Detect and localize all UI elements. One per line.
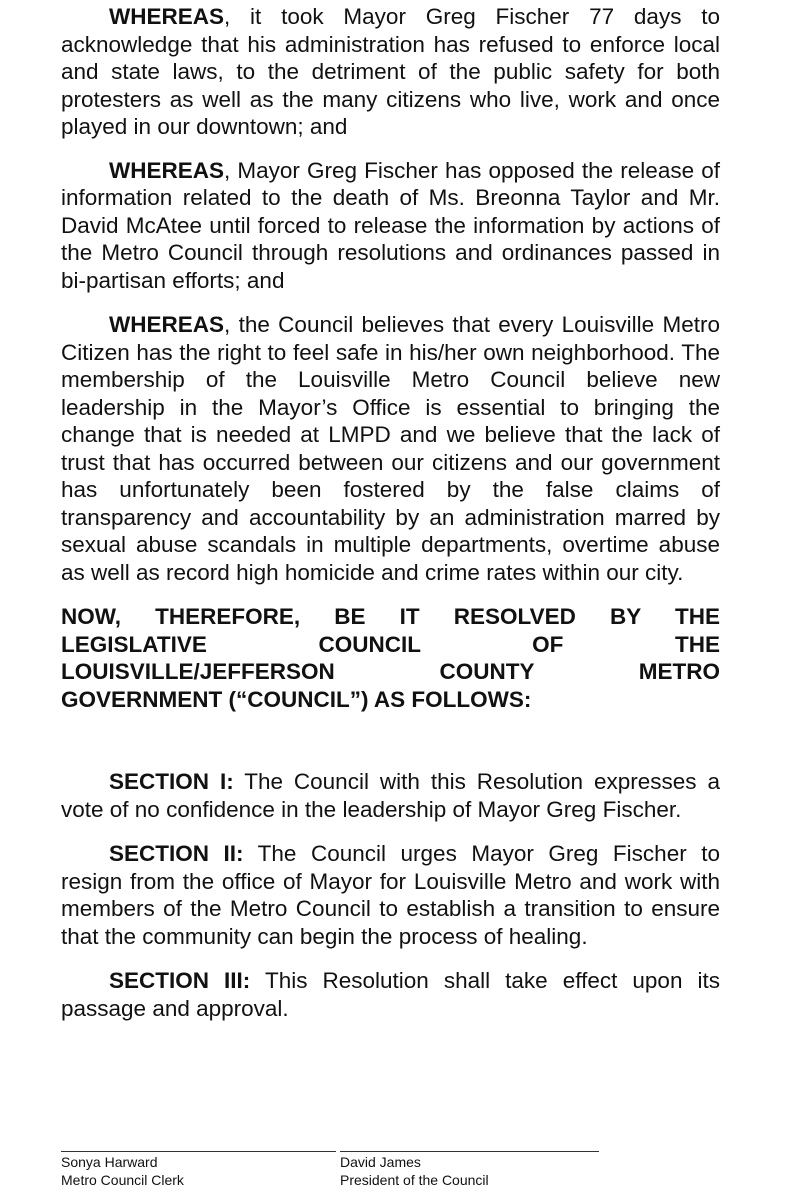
section-3 — [61, 967, 720, 1022]
whereas-paragraph-1 — [61, 3, 720, 141]
signer-title: President of the Council — [340, 1172, 489, 1188]
whereas-lead: WHEREAS — [109, 312, 225, 337]
section-text: This Resolution shall take effect upon its passage and approval. — [61, 968, 721, 1021]
section-lead: SECTION III: — [109, 968, 251, 993]
signature-block-president — [340, 1153, 489, 1189]
signature-area — [61, 1147, 601, 1197]
signature-line-president — [340, 1151, 599, 1152]
resolved-line-2: LEGISLATIVE COUNCIL OF THE — [61, 631, 720, 657]
document-body — [61, 0, 720, 1022]
signature-line-clerk — [61, 1151, 336, 1152]
section-text: The Council urges Mayor Greg Fischer to resign from the office of Mayor for Louisville Metro and work with members of the Metro Council to establish a transition to ensure that the community can begin the process of healing. — [61, 841, 720, 949]
signer-title: Metro Council Clerk — [61, 1172, 184, 1188]
resolved-line-3: LOUISVILLE/JEFFERSON COUNTY METRO — [61, 659, 720, 684]
whereas-lead: WHEREAS — [109, 157, 225, 183]
whereas-text: , the Council believes that every Louisville Metro Citizen has the right to feel safe in his/her own neighborhood. The membership of the Louisville Metro Council believe new leadership in the Mayor’s Office is essential to bringing the change that is needed at LMPD and we believe that the lack of trust that has occurred between our citizens and our government has unfortunately been fostered by the false claims of transparency and accountability by an administration marred by sexual abuse scandals in multiple departments, overtime abuse as well as record high homicide and crime rates within our city. — [61, 312, 720, 585]
whereas-paragraph-2 — [61, 157, 720, 295]
section-text: The Council with this Resolution expresses a vote of no confidence in the leadership of Mayor Greg Fischer. — [61, 769, 720, 822]
section-1 — [61, 768, 720, 823]
resolved-line-4: GOVERNMENT (“COUNCIL”) AS FOLLOWS: — [61, 686, 532, 712]
whereas-lead: WHEREAS — [109, 4, 225, 29]
whereas-paragraph-3 — [61, 311, 720, 586]
whereas-text: , it took Mayor Greg Fischer 77 days to acknowledge that his administration has refused to enforce local and state laws, to the detriment of the public safety for both protesters as well as the many citizens who live, work and once played in our downtown; and — [61, 4, 720, 139]
section-2 — [61, 840, 720, 950]
signature-block-clerk — [61, 1153, 184, 1189]
signer-name: David James — [340, 1154, 421, 1170]
signer-name: Sonya Harward — [61, 1154, 158, 1170]
resolved-clause — [61, 603, 720, 713]
resolved-line-1: NOW, THEREFORE, BE IT RESOLVED BY THE — [61, 604, 720, 629]
section-lead: SECTION II: — [109, 841, 244, 866]
section-lead: SECTION I: — [109, 769, 234, 794]
whereas-text: , Mayor Greg Fischer has opposed the release of information related to the death of Ms. Breonna Taylor and Mr. David McAtee until forced to release the information by actions of the Metro Council through resolutions and ordinances passed in bi-partisan efforts; and — [61, 157, 720, 293]
